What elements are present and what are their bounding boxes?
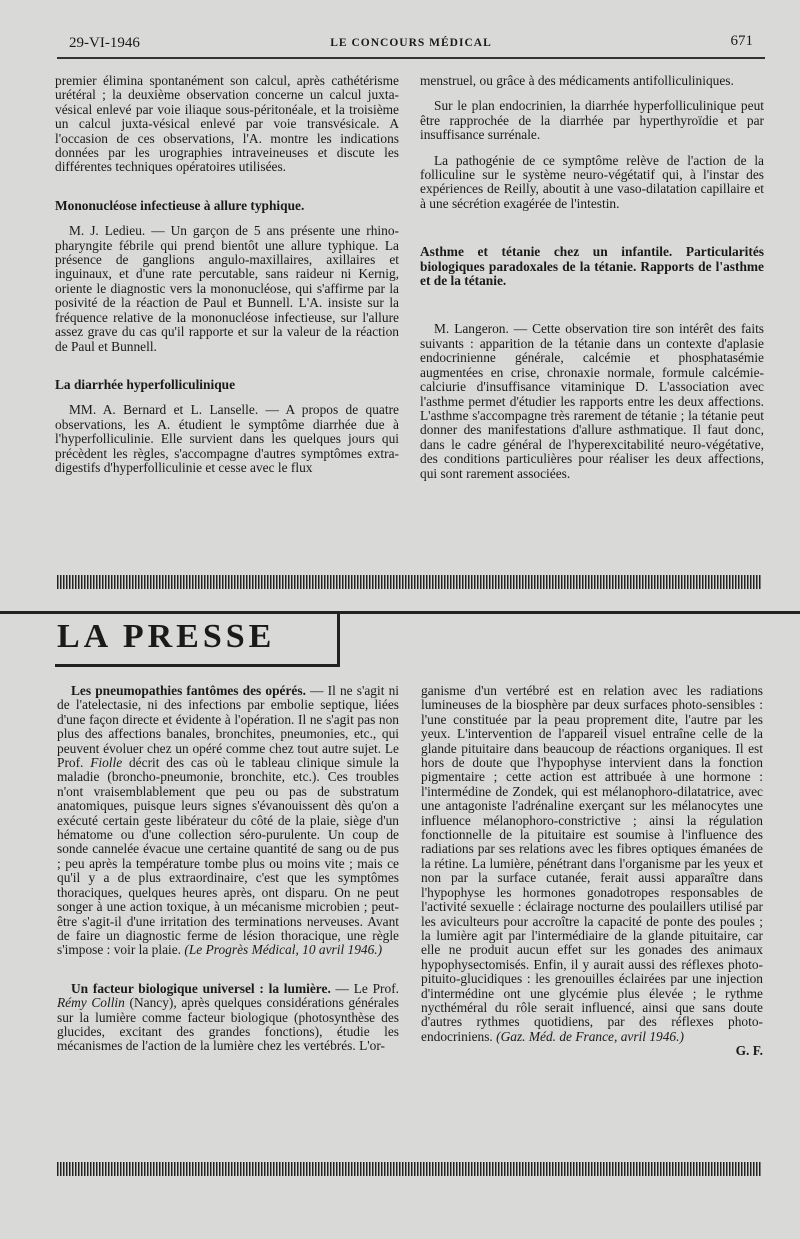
paragraph: ganisme d'un vertébré est en relation avec les radiations lumineuses de la biosphère par deux surfaces photo-sensibles : l'une constituée par la peau proprement dite, l'autre par les yeux. L'intervention de l'appareil visuel entraîne celle de la glande pituitaire dans beaucoup de réactions organiques. Il est hors de doute que l'hypophyse intervient dans la fonction pigmentaire ; cette action est attribuée à une hormone : l'intermédine de Zondek, qui est mélanophoro-dilatatrice, avec une antagoniste l'adrénaline exerçant sur les mélanocytes une influence mélanophoro-constrictive ; ainsi la régulation fonctionnelle de la pituitaire est soumise à l'influence des radiations par ses relations avec les fibres optiques émanées de la rétine. La lumière, pénétrant dans l'organisme par les yeux et non par la surface cutanée, ferait aussi apparaître dans l'hypophyse les hormones gonadotropes responsables de l'activité sexuelle : éclairage nocturne des poulaillers utilisé par les aviculteurs pour accroître la capacité de ponte des poules ; la lumière agit par l'intermédiaire de la glande pituitaire, car elle ne produit aucun effet sur les gonades des animaux hypophysectomisés. Enfin, il y aurait aussi des réflexes photo-pituito-glucidiques : les grenouilles éclairées par une injection d'intermédine ont une glycémie plus élevée ; le rythme nycthéméral du rôle serait influencé, ainsi que sans doute d'autres rythmes quotidiens, par des réflexes photo-endocriniens. (Gaz. Méd. de France, avril 1946.) xyxy=(421,683,763,1044)
article-title: Les pneumopathies fantômes des opérés. xyxy=(71,683,306,698)
decorative-band xyxy=(57,575,762,589)
issue-date: 29-VI-1946 xyxy=(69,35,140,51)
author-name: Rémy Collin xyxy=(57,995,125,1011)
page-number: 671 xyxy=(730,33,753,49)
article-heading: La diarrhée hyperfolliculinique xyxy=(55,376,236,392)
section-title: LA PRESSE xyxy=(55,614,340,667)
paragraph: M. Langeron. — Cette observation tire son intérêt des faits suivants : apparition de la tétanie dans un contexte d'aplasie endocrinienne générale, calcémie et phosphatasémie augmentées en crise, chronaxie normale, formule calcémie-calciurie d'insuffisance vitaminique D. L'association avec l'asthme permet d'étudier les rapports entre les deux affections. L'asthme s'accompagne très rarement de tétanie ; la tétanie peut donner des manifestations d'allure asthmatique. Il faut donc, dans le cadre général de l'hyperexcitabilité neuro-végétative, des conditions particulières pour réaliser les deux affections, qui sont rarement associées. xyxy=(420,321,764,481)
paragraph: Sur le plan endocrinien, la diarrhée hyperfolliculinique peut être rapprochée de la diarrhée par hyperthyroïdie et par insuffisance surrénale. xyxy=(420,98,764,143)
top-left-column xyxy=(55,74,399,475)
paragraph: premier élimina spontanément son calcul, après cathétérisme urétéral ; la deuxième observation concerne un calcul juxta-vésical enlevé par voie iliaque sous-péritonéale, et la troisième un calcul juxta-vésical enlevé par voie transvésicale. A l'occasion de ces observations, l'A. montre les indications données par les urographies intraveineuses et discute les différentes techniques opératoires utilisées. xyxy=(55,73,399,175)
presse-left-column xyxy=(57,684,399,1054)
article-heading: Mononucléose infectieuse à allure typhique. xyxy=(55,197,305,213)
decorative-band xyxy=(57,1162,762,1176)
paragraph: Les pneumopathies fantômes des opérés. — Il ne s'agit ni de l'atelectasie, ni des infections par embolie septique, liées d'une façon directe et évidente à l'opération. Il ne s'agit pas non plus des affections banales, bronchites, pneumonies, etc., qui peuvent évoluer chez un opéré comme chez tout autre sujet. Le Prof. Fiolle décrit des cas où le tableau clinique simule la maladie (broncho-pneumonie, bronchite, etc.). Ces troubles n'ont vraisemblablement que peu ou pas de substratum anatomiques, puisque leurs signes s'évanouissent dès qu'on a exécuté certain geste libérateur du côté de la plaie, siège d'un hématome ou d'une collection séro-purulente. Un coup de sonde cannelée évacue une certaine quantité de sang ou de pus ; peu après la température tombe plus ou moins vite ; mais ce qu'il y a de plus extraordinaire, c'est que les symptômes thoraciques, quelques heures après, ont disparu. On ne peut songer à une action toxique, à un mécanisme microbien ; peut-être s'agit-il d'une irritation des terminations nerveuses. Avant de faire un diagnostic ferme de lésion thoracique, une règle s'impose : voir la plaie. (Le Progrès Médical, 10 avril 1946.) xyxy=(57,683,399,958)
running-header xyxy=(57,33,765,59)
paragraph: Un facteur biologique universel : la lumière. — Le Prof. Rémy Collin (Nancy), après quelques considérations générales sur la lumière comme facteur biologique (photosynthèse des glucides, excitant des grandes fonctions), étudie les mécanismes de l'action de la lumière chez les vertébrés. L'or- xyxy=(57,980,400,1054)
top-right-column xyxy=(420,74,764,481)
paragraph: menstruel, ou grâce à des médicaments antifolliculiniques. xyxy=(420,73,734,88)
paragraph: La pathogénie de ce symptôme relève de l'action de la folliculine sur le système neuro-végétatif qui, à l'instar des expériences de Reilly, aboutit à une vaso-dilatation capillaire et à une sécrétion exagérée de l'intestin. xyxy=(420,152,764,211)
author-name: Fiolle xyxy=(90,755,123,771)
paragraph: MM. A. Bernard et L. Lanselle. — A propos de quatre observations, les A. étudient le symptôme diarrhée due à l'hyperfolliculinie. Elle survient dans les quelques jours qui précèdent les règles, s'accompagne d'autres symptômes extra-digestifs d'hyperfolliculinie et cesse avec le flux xyxy=(55,402,399,475)
source-citation: (Le Progrès Médical, 10 avril 1946.) xyxy=(184,942,383,958)
paragraph: M. J. Ledieu. — Un garçon de 5 ans présente une rhino-pharyngite fébrile qui prend bientôt une allure typhique. La présence de ganglions angulo-maxillaires, axillaires et inguinaux, et d'une rate percutable, sans raideur ni Kernig, oriente le diagnostic vers la mononucléose, qui s'affirme par la posivité de la réaction de Paul et Bunnell. L'A. insiste sur la fréquence relative de la mononucléose infectieuse, sur l'allure assez grave du cas qu'il rapporte et sur la valeur de la réaction de Paul et Bunnell. xyxy=(55,223,399,354)
article-heading: Asthme et tétanie chez un infantile. Particularités biologiques paradoxales de la tétanie. Rapports de l'asthme et de la tétanie. xyxy=(420,244,764,289)
article-title: Un facteur biologique universel : la lumière. xyxy=(71,980,331,996)
presse-right-column xyxy=(421,684,763,1059)
signature: G. F. xyxy=(735,1043,763,1059)
source-citation: (Gaz. Méd. de France, avril 1946.) xyxy=(496,1028,684,1044)
journal-title: LE CONCOURS MÉDICAL xyxy=(330,37,492,49)
